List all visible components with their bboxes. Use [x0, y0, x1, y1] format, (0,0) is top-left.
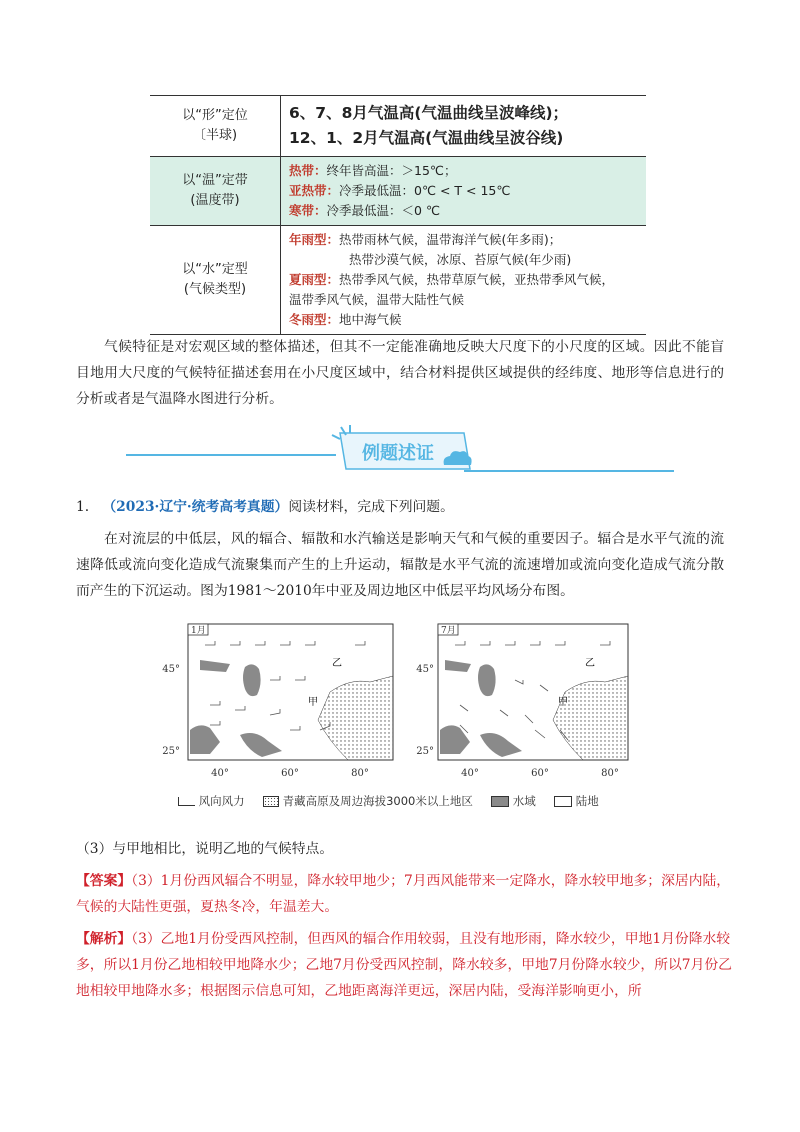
row-content: 年雨型：热带雨林气候，温带海洋气候(年多雨)； 热带沙漠气候，冰原、苔原气候(年少雨) 夏雨型：热带季风气候，热带草原气候，亚热带季风气候， 温带季风气候，温带大陆性气候 冬雨型：地中海气候 [281, 226, 647, 335]
row-header: 以“形”定位 〔半球) [150, 96, 281, 157]
example-banner [126, 425, 674, 475]
map-label-jan: 1月 [191, 626, 206, 636]
land-swatch-icon [554, 796, 572, 807]
climate-summary-table [150, 95, 646, 335]
question-source: （2023·辽宁·统考高考真题） [102, 499, 289, 515]
row-content: 热带：终年皆高温：＞15℃； 亚热带：冷季最低温：0℃ < T < 15℃ 寒带：冷季最低温：＜0 ℃ [281, 157, 647, 226]
analysis-block: 【解析】（3）乙地1月份受西风控制，但西风的辐合作用较弱，且没有地形雨，降水较少，甲地1月份降水较多，所以1月份乙地相较甲地降水少；乙地7月份受西风控制，降水较多，甲地7月份降水较少，所以7月份乙地相较甲地降水多；根据图示信息可知，乙地距离海洋更远，深居内陆，受海洋影响更小，所 [76, 931, 732, 999]
lon-label-40-right: 40° [461, 768, 479, 779]
plateau-swatch-icon [263, 796, 279, 807]
water-swatch-icon [491, 796, 509, 807]
lon-label-80-right: 80° [601, 768, 619, 779]
lat-label-45-right: 45° [416, 664, 434, 675]
climate-explanation-paragraph: 气候特征是对宏观区域的整体描述，但其不一定能准确地反映大尺度下的小尺度的区域。因此不能盲目地用大尺度的气候特征描述套用在小尺度区域中，结合材料提供区域提供的经纬度、地形等信息进行的分析或者是气温降水图进行分析。 [76, 339, 724, 407]
lon-label-80-left: 80° [351, 768, 369, 779]
answer-block: 【答案】（3）1月份西风辐合不明显，降水较甲地少；7月西风能带来一定降水，降水较甲地多；深居内陆，气候的大陆性更强，夏热冬冷，年温差大。 [76, 873, 731, 915]
table-row [150, 157, 646, 226]
lon-label-60-left: 60° [281, 768, 299, 779]
subquestion: （3）与甲地相比，说明乙地的气候特点。 [76, 841, 334, 857]
wind-field-maps [162, 620, 630, 820]
place-label-yi-jul: 乙 [585, 658, 595, 669]
place-label-yi: 乙 [332, 658, 342, 669]
place-label-jia: 甲 [308, 697, 318, 708]
lat-label-45-left: 45° [162, 664, 180, 675]
wind-barb-icon [178, 797, 195, 806]
map-july [438, 624, 628, 760]
lat-label-25-left: 25° [162, 746, 180, 757]
lon-label-40-left: 40° [211, 768, 229, 779]
place-label-jia-jul: 甲 [558, 697, 568, 708]
map-label-jul: 7月 [441, 626, 456, 636]
map-january [188, 624, 393, 760]
lat-label-25-right: 25° [416, 746, 434, 757]
map-legend: 风向风力 青藏高原及周边海拔3000米以上地区 水域 陆地 [178, 793, 638, 809]
table-row [150, 96, 646, 157]
banner-title: 例题述证 [362, 443, 434, 464]
row-content: 6、7、8月气温高(气温曲线呈波峰线)； 12、1、2月气温高(气温曲线呈波谷线) [281, 96, 647, 157]
lon-label-60-right: 60° [531, 768, 549, 779]
row-header: 以“水”定型 (气候类型) [150, 226, 281, 335]
question-heading: 1. （2023·辽宁·统考高考真题）阅读材料，完成下列问题。 [76, 499, 454, 515]
question-material: 在对流层的中低层，风的辐合、辐散和水汽输送是影响天气和气候的重要因子。辐合是水平气流的流速降低或流向变化造成气流聚集而产生的上升运动，辐散是水平气流的流速增加或流向变化造成气流分散而产生的下沉运动。图为1981～2010年中亚及周边地区中低层平均风场分布图。 [76, 531, 724, 599]
row-header: 以“温”定带 (温度带) [150, 157, 281, 226]
table-row [150, 226, 646, 335]
